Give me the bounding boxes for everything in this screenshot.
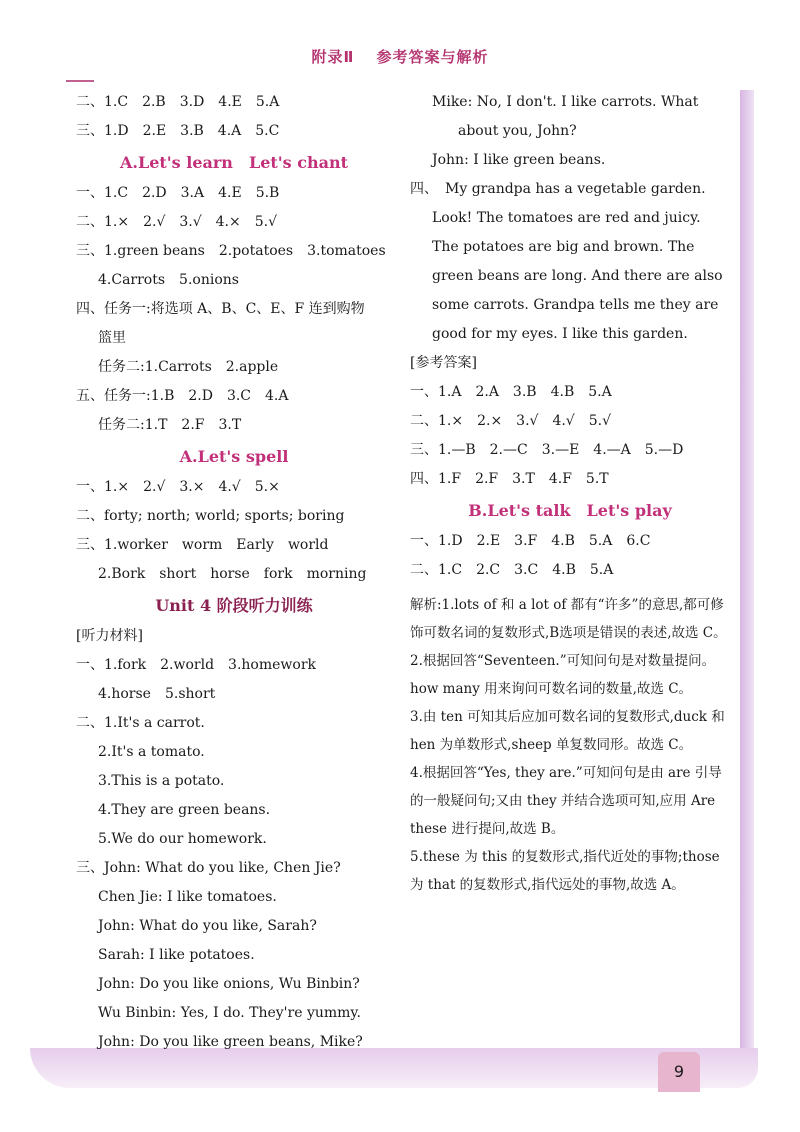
analysis-block xyxy=(410,591,730,899)
answer-line: Chen Jie: I like tomatoes. xyxy=(98,889,277,905)
answer-line: Sarah: I like potatoes. xyxy=(98,947,255,963)
answer-line: John: Do you like green beans, Mike? xyxy=(98,1034,363,1050)
section-heading: A.Let's spell xyxy=(179,447,289,466)
answer-line: 二、1.C 2.C 3.C 4.B 5.A xyxy=(410,562,614,578)
answer-line: 五、任务一:1.B 2.D 3.C 4.A xyxy=(76,388,289,404)
answer-line: 2.It's a tomato. xyxy=(98,744,205,760)
answer-line: 4.horse 5.short xyxy=(98,686,216,702)
answer-line: 4.They are green beans. xyxy=(98,802,271,818)
left-column xyxy=(76,88,392,1057)
analysis-paragraph: 5.these 为 this 的复数形式,指代近处的事物;those 为 that 的复数形式,指代远处的事物,故选 A。 xyxy=(410,849,720,893)
answer-line: 四、1.F 2.F 3.T 4.F 5.T xyxy=(410,471,609,487)
answer-line: 2.Bork short horse fork morning xyxy=(98,566,367,582)
answer-line: 三、John: What do you like, Chen Jie? xyxy=(76,860,341,876)
analysis-paragraph: 4.根据回答“Yes, they are.”可知问句是由 are 引导的一般疑问句;又由 they 并结合选项可知,应用 Are these 进行提问,故选 B。 xyxy=(410,765,722,837)
answer-line: 3.This is a potato. xyxy=(98,773,225,789)
analysis-paragraph: 2.根据回答“Seventeen.”可知问句是对数量提问。how many 用来询问可数名词的数量,故选 C。 xyxy=(410,653,716,697)
answer-line: Mike: No, I don't. I like carrots. What xyxy=(432,94,699,110)
header-title: 参考答案与解析 xyxy=(376,48,489,66)
answer-line: 一、1.D 2.E 3.F 4.B 5.A 6.C xyxy=(410,533,651,549)
answer-line: 一、1.× 2.√ 3.× 4.√ 5.× xyxy=(76,479,280,495)
answer-line: John: What do you like, Sarah? xyxy=(98,918,317,934)
answer-line: 4.Carrots 5.onions xyxy=(98,272,239,288)
answer-line: 二、1.C 2.B 3.D 4.E 5.A xyxy=(76,94,280,110)
answer-line: John: Do you like onions, Wu Binbin? xyxy=(98,976,360,992)
answer-line: 二、1.× 2.√ 3.√ 4.× 5.√ xyxy=(76,214,278,230)
answer-line: 四、任务一:将选项 A、B、C、E、F 连到购物 xyxy=(76,301,365,317)
answer-line: 三、1.D 2.E 3.B 4.A 5.C xyxy=(76,123,280,139)
answer-line: 二、1.× 2.× 3.√ 4.√ 5.√ xyxy=(410,413,612,429)
section-heading: A.Let's learn Let's chant xyxy=(119,153,349,172)
answer-line: 一、1.C 2.D 3.A 4.E 5.B xyxy=(76,185,280,201)
right-column-lines xyxy=(410,88,730,585)
answer-line: 任务二:1.Carrots 2.apple xyxy=(98,359,279,375)
answer-line: The potatoes are big and brown. The xyxy=(432,239,695,255)
answer-line: 三、1.worker worm Early world xyxy=(76,537,329,553)
answer-line: [听力材料] xyxy=(76,628,143,644)
analysis-paragraph: 解析:1.lots of 和 a lot of 都有“许多”的意思,都可修饰可数名词的复数形式,B选项是错误的表述,故选 C。 xyxy=(410,597,727,641)
answer-line: [参考答案] xyxy=(410,355,477,371)
page-header xyxy=(0,46,800,67)
section-heading: B.Let's talk Let's play xyxy=(468,501,672,520)
answer-line: 5.We do our homework. xyxy=(98,831,267,847)
answer-line: 二、1.It's a carrot. xyxy=(76,715,205,731)
section-heading: Unit 4 阶段听力训练 xyxy=(155,596,313,615)
answer-line: good for my eyes. I like this garden. xyxy=(432,326,688,342)
answer-line: 四、 My grandpa has a vegetable garden. xyxy=(410,181,706,197)
answer-line: 三、1.green beans 2.potatoes 3.tomatoes xyxy=(76,243,386,259)
answer-line: Look! The tomatoes are red and juicy. xyxy=(432,210,701,226)
answer-line: John: I like green beans. xyxy=(432,152,606,168)
answer-line: 一、1.fork 2.world 3.homework xyxy=(76,657,316,673)
answer-line: 一、1.A 2.A 3.B 4.B 5.A xyxy=(410,384,612,400)
answer-line: 任务二:1.T 2.F 3.T xyxy=(98,417,242,433)
right-column xyxy=(410,88,730,899)
answer-line: 二、forty; north; world; sports; boring xyxy=(76,508,345,524)
answer-line: 三、1.—B 2.—C 3.—E 4.—A 5.—D xyxy=(410,442,684,458)
answer-line: some carrots. Grandpa tells me they are xyxy=(432,297,719,313)
answer-line: 篮里 xyxy=(98,330,126,346)
answer-line: Wu Binbin: Yes, I do. They're yummy. xyxy=(98,1005,361,1021)
answer-line: green beans are long. And there are also xyxy=(432,268,723,284)
page-number: 9 xyxy=(658,1052,700,1092)
analysis-paragraph: 3.由 ten 可知其后应加可数名词的复数形式,duck 和 hen 为单数形式,sheep 单复数同形。故选 C。 xyxy=(410,709,725,753)
appendix-label: 附录Ⅱ xyxy=(311,48,355,66)
answer-line: about you, John? xyxy=(458,123,577,139)
header-rule xyxy=(66,80,94,82)
page-shadow-right xyxy=(740,90,754,1060)
